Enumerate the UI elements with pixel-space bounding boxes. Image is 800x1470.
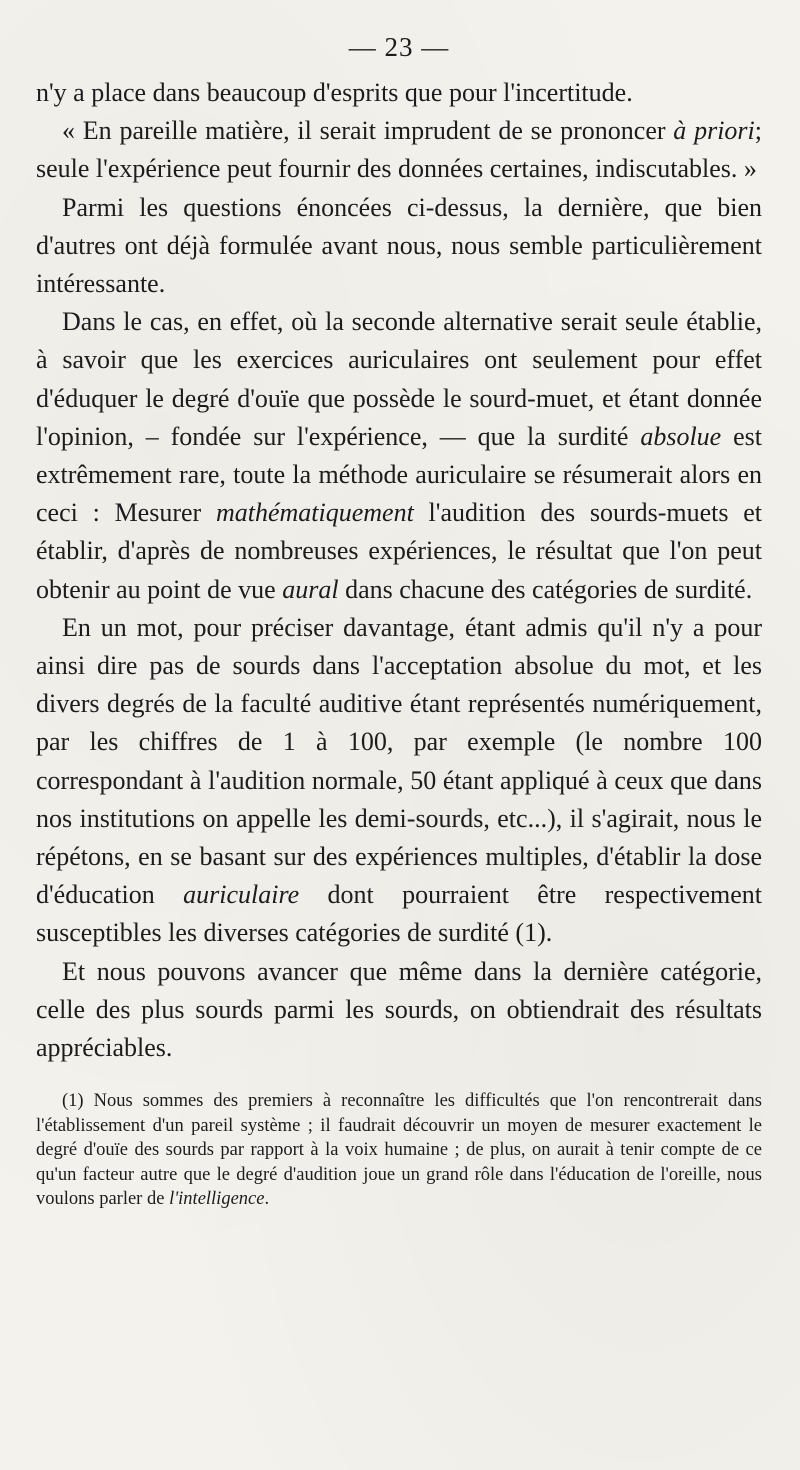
text-segment: l'audition des sourds-muets et établir, d'après de nombreuses expériences, le résultat que l'on peut obtenir au point de vue xyxy=(36,498,762,604)
text-segment: En un mot, pour préciser davantage, étant admis qu'il n'y a pour ainsi dire pas de sourds dans l'acceptation absolue du mot, et les divers degrés de la faculté auditive étant représentés numériquement, par les chiffres de 1 à 100, par exemple (le nombre 100 correspondant à l'audition normale, 50 étant appliqué à ceux que dans nos institutions on appelle les demi-sourds, etc...), il s'agirait, nous le répétons, en se basant sur des expériences multiples, d'établir la dose d'éducation xyxy=(36,612,762,910)
paragraph-quote xyxy=(36,112,762,188)
footnote-separator xyxy=(36,1067,762,1089)
text-segment: Et nous pouvons avancer que même dans la dernière catégorie, celle des plus sourds parmi les sourds, on obtiendrait des résultats appréciables. xyxy=(36,956,762,1063)
text-segment: dans chacune des catégories de surdité. xyxy=(338,574,753,604)
text-segment: « En pareille matière, il serait imprudent de se prononcer xyxy=(62,116,674,146)
italic-segment: mathématiquement xyxy=(215,498,414,528)
text-segment: Dans le cas, en effet, où la seconde alternative serait seule établie, à savoir que les exercices auriculaires ont seulement pour effet d'éduquer le degré d'ouïe que possède le sourd-muet, et étant donnée l'opinion, – fondée sur l'expérience, — que la surdité xyxy=(36,307,762,451)
text-segment: dont pourraient être respectivement susceptibles les diverses catégories de surdité (1). xyxy=(36,880,762,948)
italic-segment: absolue xyxy=(640,421,722,451)
italic-segment: auriculaire xyxy=(183,880,300,910)
paragraph-alternative xyxy=(36,303,762,609)
page-number: — 23 — xyxy=(348,32,450,62)
italic-segment: l'intelligence xyxy=(169,1188,265,1209)
paragraph-conclusion xyxy=(36,953,762,1068)
paragraph-summary xyxy=(36,609,762,953)
text-segment: Parmi les questions énoncées ci-dessus, la dernière, que bien d'autres ont déjà formulée avant nous, nous semble particulièrement intéressante. xyxy=(36,192,762,299)
text-segment: n'y a place dans beaucoup d'esprits que pour l'incertitude. xyxy=(36,78,633,107)
text-segment: (1) Nous sommes des premiers à reconnaître les difficultés que l'on rencontrerait dans l'établissement d'un pareil système ; il faudrait découvrir un moyen de mesurer exactement le degré d'ouïe des sourds par rapport à la voix humaine ; de plus, on aurait à tenir compte de ce qu'un facteur autre que le degré d'audition joue un grand rôle dans l'éducation de l'oreille, nous voulons parler de xyxy=(36,1091,762,1209)
text-segment: . xyxy=(264,1188,270,1209)
text-segment: ; seule l'expérience peut fournir des données certaines, indiscutables. » xyxy=(36,116,762,184)
paragraph-continuation xyxy=(36,74,762,112)
body-text xyxy=(36,74,762,1067)
italic-segment: aural xyxy=(282,574,339,604)
text-segment: est extrêmement rare, toute la méthode auriculaire se résumerait alors en ceci : Mesurer xyxy=(36,421,762,528)
italic-segment: à priori xyxy=(673,116,755,146)
footnote xyxy=(36,1089,762,1211)
footnote-text xyxy=(36,1089,762,1211)
paragraph-questions xyxy=(36,189,762,304)
